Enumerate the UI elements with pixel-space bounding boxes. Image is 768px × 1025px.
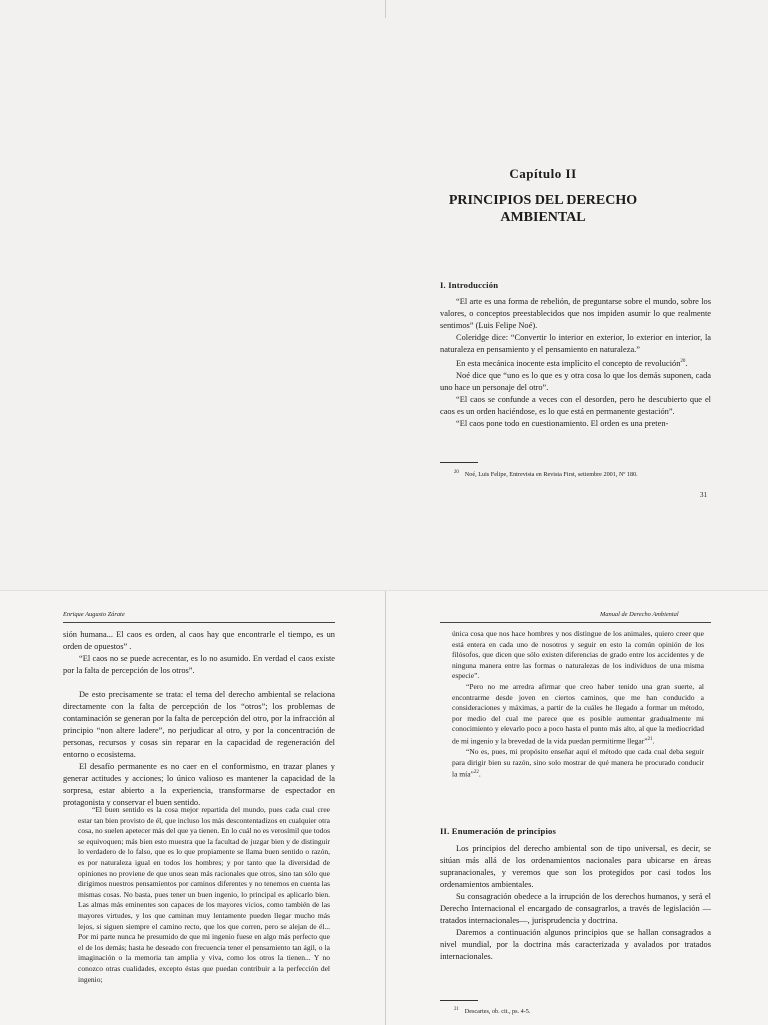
running-head-author: Enrique Augusto Zárate (63, 611, 125, 618)
footnote (454, 1005, 714, 1016)
header-rule (63, 622, 335, 623)
bottom-spread (0, 590, 768, 1025)
paragraph: Su consagración obedece a la irrupción de los derechos humanos, y será el Derecho Internacional el encargado de consagrarlos, a través de legislación —tratados internacionales—, jurisprudencia y doctrina. (440, 892, 711, 925)
footnote-text: Noé, Luis Felipe, Entrevista en Revista First, setiembre 2001, Nº 180. (464, 471, 638, 479)
footnote-rule (440, 462, 478, 463)
footnote (454, 468, 714, 479)
paragraph: Daremos a continuación algunos principios que se hallan consagrados a nivel mundial, por la doctrina más caracterizada y avalados por tratados internacionales. (440, 928, 711, 961)
footnote-ref: 22 (473, 770, 479, 776)
page-number: 31 (700, 491, 707, 499)
running-head-title: Manual de Derecho Ambiental (600, 611, 679, 618)
footnote-number: 21 (454, 1007, 459, 1012)
quote-paragraph: “Pero no me arredra afirmar que creo haber tenido una gran suerte, al encontrarme desde joven en ciertos caminos, que me han conducido a consideraciones y máximas, a partir de la cuáles he llegado a formar un método, por medio del cual me parece que es posible aumentar gradualmente mi conocimiento y elevarlo poco a poco hasta el punto más alto, al que la mediocridad de mi ingenio y la brevedad de la vida puedan permitirme llegar”$^{21}$. (452, 681, 704, 746)
quote-continuation (452, 629, 704, 780)
footnote-ref: 21 (647, 736, 653, 742)
left-page-text (63, 629, 335, 809)
section-2-text (440, 843, 711, 963)
chapter-title (430, 192, 656, 226)
footnote-ref: 20 (680, 359, 686, 364)
quote-text: “El buen sentido es la cosa mejor repartida del mundo, pues cada cual cree estar tan bien provisto de él, que incluso los más descontentadizos en cualquier otra cosa, no suelen apetecer más del que ya tienen. En lo cuál no es verosímil que todos se equivoquen; más bien esto muestra que la facultad de juzgar bien y de distinguir lo verdadero de lo falso, que es lo que propiamente se llama buen sentido o razón, es por naturaleza igual en todos los hombres; y por tanto que la diversidad de opiniones no proviene de que unos sean más racionales que otros, sino tan sólo que dirigimos nuestros pensamientos por caminos diferentes y no tenemos en cuenta las mismas cosas. No basta, pues tener un buen ingenio, lo principal es aplicarlo bien. Las almas más eminentes son capaces de los mayores vicios, como también de las mayores virtudes, y los que caminan muy lentamente pueden llegar mucho más lejos, si siguen siempre el camino recto, que los que corren, pero se alejan de él... Por mi parte nunca he presumido de que mi ingenio fuese en algo más perfecto que el de los demás; hasta he deseado con frecuencia tener el pensamiento tan ágil, o la imaginación o la memoria tan amplia y viva, como los otros la tienen... Y no conozco otras cualidades, excepto éstas que puedan contribuir a la perfección del ingenio; (78, 805, 331, 984)
paragraph: De esto precisamente se trata: el tema del derecho ambiental se relaciona directamente con la falta de percepción de los “otros”; los problemas de contaminación se generan por la falta de percepción del otro, por la infracción al principio “non altere ladere”, no perjudicar al otro, y por la concentración de personas, recursos y cosas sin reparar en la capacidad de regeneración del entorno o ecosistema. (63, 690, 335, 759)
quote-paragraph: única cosa que nos hace hombres y nos distingue de los animales, quiero creer que está entera en cada uno de nosotros y seguir en esto la común opinión de los filósofos, que dicen que sólo existen diferencias de grado entre los accidentes y de ninguna manera entre las formas o naturalezas de los individuos de una misma especie”. (452, 629, 704, 681)
paragraph: “El arte es una forma de rebelión, de preguntarse sobre el mundo, sobre los valores, o conceptos preestablecidos que nos impiden asumir lo que realmente sentimos” (Luis Felipe Noé). (440, 297, 711, 330)
paragraph: Coleridge dice: “Convertir lo interior en exterior, lo exterior en interior, la naturaleza en pensamiento y el pensamiento en naturaleza.” (440, 333, 711, 354)
paragraph: sión humana... El caos es orden, al caos hay que encontrarle el tiempo, es un orden de opuestos” . (63, 630, 335, 651)
chapter-title-line-2: AMBIENTAL (500, 210, 586, 225)
footnote-rule (440, 1000, 478, 1001)
paragraph: Los principios del derecho ambiental son de tipo universal, es decir, se sitúan más allá de los ordenamientos nacionales para ubicarse en áreas supranacionales, y veremos que son los protegidos por casi todos los ordenamientos ambientales. (440, 844, 711, 889)
paragraph: Noé dice que “uno es lo que es y otra cosa lo que los demás suponen, cada uno hace un personaje del otro”. (440, 370, 711, 392)
footnote-number: 20 (454, 470, 459, 475)
paragraph: En esta mecánica inocente esta implícito el concepto de revolución$^{20}$. (456, 358, 688, 368)
chapter-label: Capítulo II (509, 166, 577, 181)
footnote-text: Descartes, ob. cit., ps. 4-5. (464, 1008, 531, 1016)
descartes-quote (78, 805, 330, 985)
paragraph: El desafío permanente es no caer en el conformismo, en trazar planes y generar actitudes y acciones; lo único valioso es mantener la capacidad de la sorpresa, estar abierto a la experiencia, transformarse de espectador en protagonista y conservar el buen sentido. (63, 762, 335, 807)
paragraph: “El caos no se puede acrecentar, es lo no asumido. En verdad el caos existe por la falta de percepción de los otros”. (63, 654, 335, 675)
header-rule (440, 622, 711, 623)
quote-paragraph: “No es, pues, mi propósito enseñar aquí el método que cada cual deba seguir para dirigir bien su razón, sino solo mostrar de qué manera he procurado conducir la mía”$^{22}$. (452, 747, 704, 779)
section-heading-introduccion: I. Introducción (440, 280, 499, 290)
chapter-title-line-1: PRINCIPIOS DEL DERECHO (448, 193, 638, 208)
intro-text (440, 296, 711, 430)
section-heading-enumeracion: II. Enumeración de principios (440, 826, 557, 836)
spread-gutter (385, 591, 386, 1025)
paragraph: “El caos pone todo en cuestionamiento. El orden es una preten- (456, 418, 669, 428)
fold-mark (385, 0, 386, 18)
paragraph: “El caos se confunde a veces con el desorden, pero he descubierto que el caos es un orden haciéndose, es lo que está en permanente gestación”. (440, 394, 711, 416)
